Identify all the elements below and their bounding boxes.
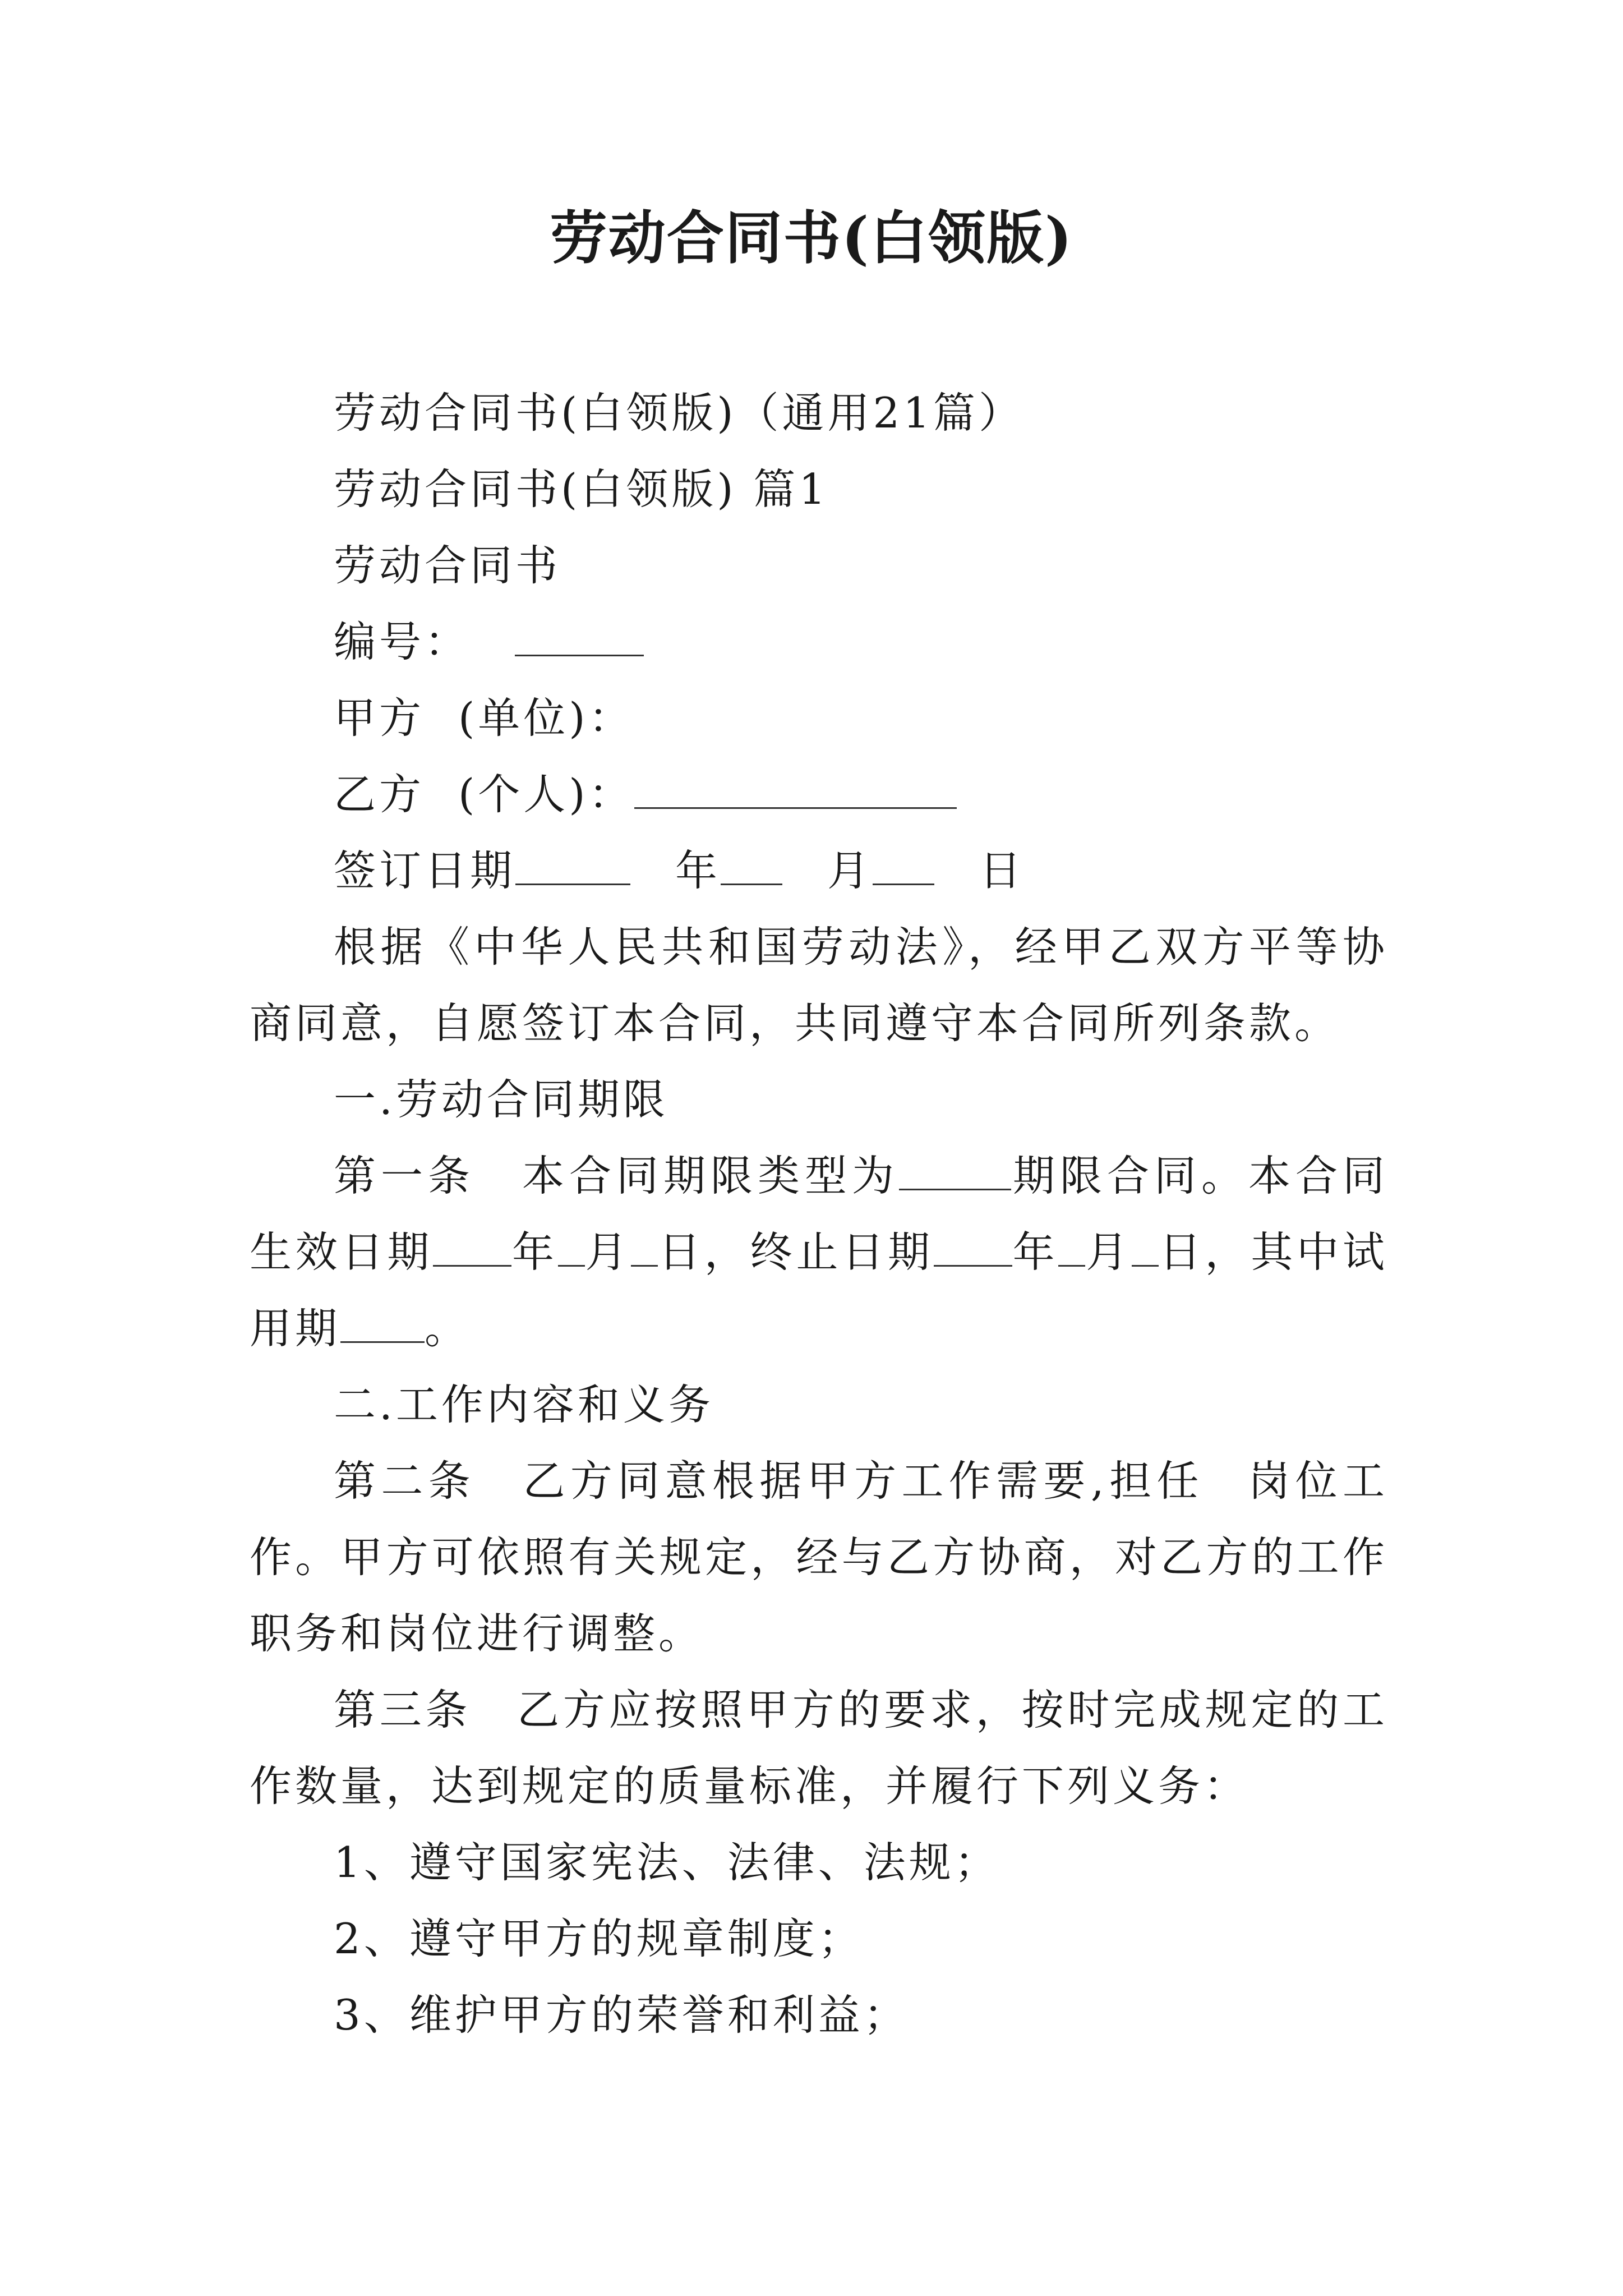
party-b-blank xyxy=(634,772,957,809)
party-b-person: (个人)： xyxy=(458,770,634,819)
section-heading: 劳动合同书(白领版) 篇1 xyxy=(334,464,829,514)
year-blank xyxy=(515,849,630,885)
party-a-label: 甲方 xyxy=(334,693,425,743)
article-1-end: 。 xyxy=(425,1304,471,1353)
year-label: 年 xyxy=(675,846,721,895)
article-1-part-b: 期限合同。本合同生效日期 xyxy=(250,1151,1388,1277)
start-year-blank xyxy=(433,1230,511,1267)
month-blank xyxy=(721,849,782,885)
article-1-part-h: 日，其中试用期 xyxy=(250,1227,1388,1353)
contract-number-blank xyxy=(515,620,644,656)
obligation-item-1: 1、遵守国家宪法、法律、法规； xyxy=(334,1838,1000,1887)
start-year-label: 年 xyxy=(511,1227,558,1277)
month-label: 月 xyxy=(827,846,873,895)
obligation-item-2: 2、遵守甲方的规章制度； xyxy=(334,1914,864,1963)
contract-number-label: 编号： xyxy=(334,617,471,666)
party-a-unit: (单位)： xyxy=(458,693,634,743)
contract-number-line xyxy=(250,604,1388,680)
article-2-part-b: 岗位工作。甲方可依照有关规定，经与乙方协商，对乙方的工作职务和岗位进行调整。 xyxy=(250,1456,1388,1658)
party-a-line xyxy=(250,680,1388,756)
day-blank xyxy=(873,849,934,885)
day-label: 日 xyxy=(979,846,1025,895)
start-month-blank xyxy=(558,1230,585,1267)
subtitle-line: 劳动合同书(白领版)（通用21篇） xyxy=(334,388,1024,438)
end-year-label: 年 xyxy=(1012,1227,1059,1277)
signing-date-line xyxy=(250,832,1388,909)
document-title: 劳动合同书(白领版) xyxy=(550,205,1073,272)
start-day-blank xyxy=(631,1230,658,1267)
section-2-heading: 二.工作内容和义务 xyxy=(334,1380,714,1429)
article-3: 第三条 乙方应按照甲方的要求，按时完成规定的工作数量，达到规定的质量标准，并履行下列义务： xyxy=(250,1685,1388,1811)
end-year-blank xyxy=(934,1230,1012,1267)
document-body xyxy=(250,375,1388,2053)
start-month-label: 月 xyxy=(584,1227,631,1277)
section-1-heading: 一.劳动合同期限 xyxy=(334,1075,668,1124)
signing-date-label: 签订日期 xyxy=(334,846,516,895)
article-1-part-e: 日，终止日期 xyxy=(658,1227,934,1277)
term-type-blank xyxy=(899,1154,1011,1190)
end-month-blank xyxy=(1058,1230,1085,1267)
article-2 xyxy=(250,1443,1388,1672)
article-1 xyxy=(250,1138,1388,1366)
article-1-part-a: 第一条 本合同期限类型为 xyxy=(334,1151,899,1200)
end-day-blank xyxy=(1132,1230,1159,1267)
party-b-label: 乙方 xyxy=(334,770,425,819)
party-b-line xyxy=(250,756,1388,832)
obligation-item-3: 3、维护甲方的荣誉和利益； xyxy=(334,1990,909,2040)
article-2-part-a: 第二条 乙方同意根据甲方工作需要,担任 xyxy=(334,1456,1204,1506)
end-month-label: 月 xyxy=(1085,1227,1132,1277)
probation-blank xyxy=(340,1306,425,1343)
preamble-paragraph: 根据《中华人民共和国劳动法》，经甲乙双方平等协商同意，自愿签订本合同，共同遵守本合同所列条款。 xyxy=(250,922,1388,1048)
contract-heading: 劳动合同书 xyxy=(334,541,561,590)
